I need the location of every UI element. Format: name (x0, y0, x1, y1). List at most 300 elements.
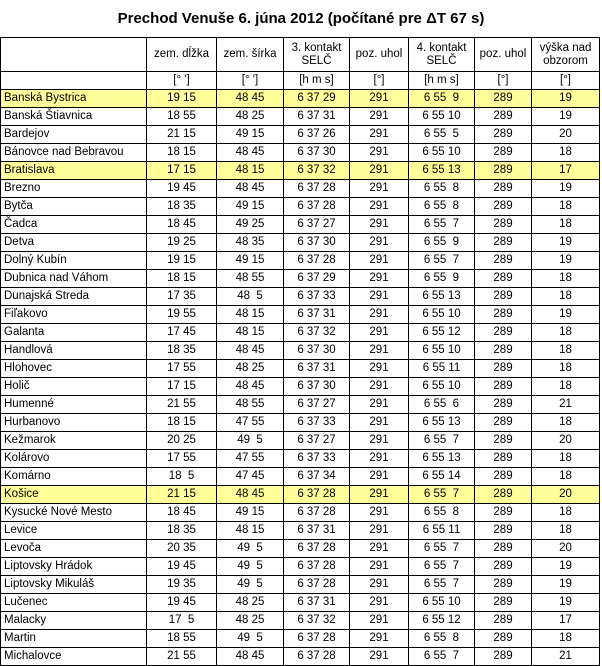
cell-contact4-angle: 289 (475, 612, 532, 630)
cell-contact4-time: 6 55 13 (409, 414, 475, 432)
cell-latitude: 48 45 (217, 90, 284, 108)
cell-altitude: 17 (532, 162, 600, 180)
cell-name: Martin (1, 630, 147, 648)
cell-name: Bardejov (1, 126, 147, 144)
cell-contact3-angle: 291 (350, 342, 409, 360)
cell-contact4-time: 6 55 10 (409, 378, 475, 396)
cell-name: Holič (1, 378, 147, 396)
cell-contact3-time: 6 37 33 (284, 450, 350, 468)
cell-contact3-time: 6 37 33 (284, 414, 350, 432)
cell-longitude: 21 55 (147, 396, 217, 414)
cell-contact4-angle: 289 (475, 234, 532, 252)
cell-contact4-time: 6 55 7 (409, 486, 475, 504)
cell-contact4-time: 6 55 7 (409, 558, 475, 576)
cell-contact4-angle: 289 (475, 126, 532, 144)
cell-latitude: 49 5 (217, 630, 284, 648)
cell-altitude: 18 (532, 216, 600, 234)
cell-name: Košice (1, 486, 147, 504)
cell-contact4-angle: 289 (475, 342, 532, 360)
cell-latitude: 48 15 (217, 324, 284, 342)
cell-contact3-time: 6 37 28 (284, 504, 350, 522)
cell-latitude: 48 45 (217, 342, 284, 360)
cell-name: Galanta (1, 324, 147, 342)
cell-contact3-time: 6 37 30 (284, 144, 350, 162)
cell-contact4-time: 6 55 10 (409, 594, 475, 612)
cell-longitude: 19 45 (147, 180, 217, 198)
cell-latitude: 48 15 (217, 162, 284, 180)
cell-altitude: 21 (532, 396, 600, 414)
cell-contact4-angle: 289 (475, 324, 532, 342)
cell-contact4-time: 6 55 7 (409, 576, 475, 594)
header-cell-angle4: poz. uhol (475, 38, 532, 72)
cell-altitude: 18 (532, 468, 600, 486)
cell-contact3-time: 6 37 33 (284, 288, 350, 306)
table-row (1, 270, 600, 288)
cell-longitude: 19 55 (147, 306, 217, 324)
cell-contact3-angle: 291 (350, 414, 409, 432)
cell-longitude: 18 15 (147, 270, 217, 288)
cell-altitude: 18 (532, 144, 600, 162)
cell-contact4-time: 6 55 10 (409, 108, 475, 126)
cell-latitude: 48 35 (217, 234, 284, 252)
cell-contact4-angle: 289 (475, 522, 532, 540)
cell-name: Banská Bystrica (1, 90, 147, 108)
cell-contact4-angle: 289 (475, 486, 532, 504)
unit-cell: [°] (475, 72, 532, 90)
cell-contact3-time: 6 37 30 (284, 342, 350, 360)
header-contact4-label: 4. kontakt SELČ (416, 41, 467, 67)
cell-contact3-angle: 291 (350, 234, 409, 252)
cell-contact4-time: 6 55 11 (409, 522, 475, 540)
cell-contact3-time: 6 37 28 (284, 252, 350, 270)
cell-contact4-angle: 289 (475, 360, 532, 378)
cell-contact3-angle: 291 (350, 162, 409, 180)
cell-longitude: 19 45 (147, 558, 217, 576)
cell-altitude: 18 (532, 378, 600, 396)
cell-contact3-angle: 291 (350, 432, 409, 450)
cell-longitude: 18 35 (147, 198, 217, 216)
table-row (1, 648, 600, 666)
cell-contact4-time: 6 55 9 (409, 234, 475, 252)
cell-name: Levice (1, 522, 147, 540)
header-cell-contact4 (409, 38, 475, 72)
cell-latitude: 48 45 (217, 180, 284, 198)
cell-longitude: 19 15 (147, 252, 217, 270)
cell-contact3-time: 6 37 30 (284, 234, 350, 252)
cell-contact4-angle: 289 (475, 378, 532, 396)
table-row (1, 342, 600, 360)
table-row (1, 486, 600, 504)
cell-name: Dolný Kubín (1, 252, 147, 270)
cell-name: Kežmarok (1, 432, 147, 450)
cell-latitude: 48 45 (217, 648, 284, 666)
cell-altitude: 19 (532, 252, 600, 270)
cell-name: Liptovsky Hrádok (1, 558, 147, 576)
cell-contact4-time: 6 55 13 (409, 450, 475, 468)
cell-contact3-angle: 291 (350, 270, 409, 288)
cell-latitude: 49 5 (217, 540, 284, 558)
cell-latitude: 48 55 (217, 270, 284, 288)
cell-longitude: 19 45 (147, 594, 217, 612)
cell-altitude: 18 (532, 342, 600, 360)
cell-latitude: 48 15 (217, 522, 284, 540)
cell-contact3-angle: 291 (350, 396, 409, 414)
cell-contact4-angle: 289 (475, 270, 532, 288)
cell-name: Lučenec (1, 594, 147, 612)
transit-table (0, 37, 600, 666)
cell-altitude: 20 (532, 540, 600, 558)
table-row (1, 450, 600, 468)
cell-contact4-angle: 289 (475, 306, 532, 324)
cell-contact4-time: 6 55 5 (409, 126, 475, 144)
table-row (1, 234, 600, 252)
cell-longitude: 18 15 (147, 144, 217, 162)
cell-latitude: 49 15 (217, 126, 284, 144)
unit-cell (1, 72, 147, 90)
cell-latitude: 47 55 (217, 450, 284, 468)
cell-longitude: 18 35 (147, 522, 217, 540)
table-row (1, 558, 600, 576)
cell-latitude: 48 25 (217, 108, 284, 126)
cell-altitude: 19 (532, 234, 600, 252)
cell-contact4-time: 6 55 10 (409, 306, 475, 324)
header-cell-longitude: zem. dĺžka (147, 38, 217, 72)
cell-contact3-time: 6 37 29 (284, 90, 350, 108)
table-row (1, 144, 600, 162)
table-row (1, 504, 600, 522)
cell-altitude: 18 (532, 522, 600, 540)
cell-name: Kolárovo (1, 450, 147, 468)
cell-name: Hurbanovo (1, 414, 147, 432)
cell-longitude: 18 5 (147, 468, 217, 486)
table-row (1, 594, 600, 612)
units-row (1, 72, 600, 90)
cell-contact3-angle: 291 (350, 630, 409, 648)
cell-latitude: 49 15 (217, 198, 284, 216)
cell-latitude: 49 5 (217, 576, 284, 594)
unit-cell: [h m s] (409, 72, 475, 90)
cell-name: Kysucké Nové Mesto (1, 504, 147, 522)
cell-contact4-time: 6 55 14 (409, 468, 475, 486)
cell-contact3-angle: 291 (350, 126, 409, 144)
cell-longitude: 17 15 (147, 162, 217, 180)
unit-cell: [°] (532, 72, 600, 90)
cell-longitude: 19 25 (147, 234, 217, 252)
cell-contact4-angle: 289 (475, 450, 532, 468)
cell-altitude: 18 (532, 324, 600, 342)
cell-longitude: 18 45 (147, 216, 217, 234)
cell-altitude: 19 (532, 108, 600, 126)
cell-latitude: 49 15 (217, 504, 284, 522)
cell-altitude: 18 (532, 630, 600, 648)
cell-contact3-time: 6 37 31 (284, 594, 350, 612)
cell-altitude: 19 (532, 558, 600, 576)
cell-latitude: 49 5 (217, 558, 284, 576)
cell-contact4-angle: 289 (475, 144, 532, 162)
cell-altitude: 18 (532, 504, 600, 522)
cell-contact4-time: 6 55 7 (409, 540, 475, 558)
cell-latitude: 48 25 (217, 360, 284, 378)
cell-contact3-angle: 291 (350, 198, 409, 216)
header-cell-altitude (532, 38, 600, 72)
cell-contact3-angle: 291 (350, 468, 409, 486)
cell-longitude: 18 45 (147, 504, 217, 522)
cell-contact3-time: 6 37 32 (284, 612, 350, 630)
cell-contact4-time: 6 55 7 (409, 432, 475, 450)
cell-contact3-time: 6 37 28 (284, 198, 350, 216)
cell-contact4-angle: 289 (475, 216, 532, 234)
cell-contact3-angle: 291 (350, 360, 409, 378)
cell-contact4-angle: 289 (475, 90, 532, 108)
cell-contact4-angle: 289 (475, 252, 532, 270)
table-row (1, 324, 600, 342)
cell-altitude: 19 (532, 576, 600, 594)
table-row (1, 162, 600, 180)
page-title: Prechod Venuše 6. júna 2012 (počítané pre ΔT 67 s) (117, 10, 485, 27)
cell-contact4-time: 6 55 9 (409, 270, 475, 288)
cell-name: Čadca (1, 216, 147, 234)
table-row (1, 288, 600, 306)
header-contact3-label: 3. kontakt SELČ (291, 41, 342, 67)
header-cell-latitude: zem. šírka (217, 38, 284, 72)
cell-contact3-time: 6 37 27 (284, 396, 350, 414)
cell-contact3-time: 6 37 31 (284, 306, 350, 324)
cell-contact3-angle: 291 (350, 108, 409, 126)
cell-contact3-time: 6 37 28 (284, 540, 350, 558)
table-row (1, 180, 600, 198)
cell-name: Bánovce nad Bebravou (1, 144, 147, 162)
cell-contact4-angle: 289 (475, 180, 532, 198)
cell-altitude: 20 (532, 126, 600, 144)
cell-contact4-time: 6 55 7 (409, 252, 475, 270)
cell-altitude: 20 (532, 486, 600, 504)
header-cell-name (1, 38, 147, 72)
cell-contact3-angle: 291 (350, 378, 409, 396)
cell-altitude: 19 (532, 180, 600, 198)
cell-contact4-time: 6 55 12 (409, 612, 475, 630)
cell-altitude: 19 (532, 306, 600, 324)
table-row (1, 306, 600, 324)
cell-contact3-angle: 291 (350, 522, 409, 540)
table-row (1, 216, 600, 234)
cell-contact3-time: 6 37 28 (284, 180, 350, 198)
cell-name: Banská Štiavnica (1, 108, 147, 126)
header-altitude-label: výška nad obzorom (539, 41, 592, 67)
cell-longitude: 20 35 (147, 540, 217, 558)
cell-contact3-time: 6 37 28 (284, 576, 350, 594)
cell-contact3-angle: 291 (350, 180, 409, 198)
cell-name: Liptovsky Mikuláš (1, 576, 147, 594)
cell-contact4-angle: 289 (475, 648, 532, 666)
cell-contact4-time: 6 55 11 (409, 360, 475, 378)
cell-contact3-angle: 291 (350, 90, 409, 108)
cell-longitude: 17 5 (147, 612, 217, 630)
cell-contact3-time: 6 37 31 (284, 360, 350, 378)
table-row (1, 360, 600, 378)
cell-contact3-angle: 291 (350, 576, 409, 594)
cell-name: Dunajská Streda (1, 288, 147, 306)
cell-latitude: 49 25 (217, 216, 284, 234)
cell-contact4-angle: 289 (475, 468, 532, 486)
cell-contact4-angle: 289 (475, 576, 532, 594)
unit-cell: [°] (350, 72, 409, 90)
cell-longitude: 21 55 (147, 648, 217, 666)
cell-contact4-angle: 289 (475, 108, 532, 126)
cell-contact3-angle: 291 (350, 144, 409, 162)
cell-longitude: 17 15 (147, 378, 217, 396)
cell-contact4-time: 6 55 10 (409, 144, 475, 162)
cell-longitude: 19 35 (147, 576, 217, 594)
cell-contact3-angle: 291 (350, 252, 409, 270)
cell-name: Michalovce (1, 648, 147, 666)
cell-altitude: 20 (532, 432, 600, 450)
cell-longitude: 18 15 (147, 414, 217, 432)
cell-contact4-time: 6 55 8 (409, 180, 475, 198)
cell-contact3-time: 6 37 31 (284, 108, 350, 126)
unit-cell: [° '] (217, 72, 284, 90)
table-row (1, 540, 600, 558)
unit-cell: [° '] (147, 72, 217, 90)
cell-latitude: 49 5 (217, 432, 284, 450)
cell-contact3-time: 6 37 28 (284, 648, 350, 666)
table-row (1, 576, 600, 594)
cell-latitude: 48 45 (217, 378, 284, 396)
cell-contact3-time: 6 37 29 (284, 270, 350, 288)
cell-latitude: 48 25 (217, 612, 284, 630)
cell-contact3-angle: 291 (350, 594, 409, 612)
table-row (1, 126, 600, 144)
cell-name: Fiľakovo (1, 306, 147, 324)
cell-longitude: 17 35 (147, 288, 217, 306)
cell-altitude: 18 (532, 360, 600, 378)
cell-contact4-time: 6 55 7 (409, 216, 475, 234)
cell-contact3-time: 6 37 32 (284, 162, 350, 180)
cell-altitude: 18 (532, 270, 600, 288)
cell-latitude: 48 5 (217, 288, 284, 306)
cell-contact3-angle: 291 (350, 450, 409, 468)
cell-contact4-time: 6 55 8 (409, 504, 475, 522)
cell-contact4-angle: 289 (475, 396, 532, 414)
cell-contact4-angle: 289 (475, 288, 532, 306)
cell-contact4-time: 6 55 12 (409, 324, 475, 342)
cell-latitude: 48 45 (217, 144, 284, 162)
cell-altitude: 19 (532, 90, 600, 108)
cell-longitude: 17 55 (147, 450, 217, 468)
cell-contact4-time: 6 55 7 (409, 648, 475, 666)
cell-contact4-angle: 289 (475, 414, 532, 432)
cell-contact3-angle: 291 (350, 558, 409, 576)
cell-longitude: 20 25 (147, 432, 217, 450)
cell-contact3-time: 6 37 28 (284, 558, 350, 576)
cell-contact3-angle: 291 (350, 324, 409, 342)
cell-longitude: 21 15 (147, 126, 217, 144)
cell-contact3-time: 6 37 31 (284, 522, 350, 540)
cell-contact3-time: 6 37 26 (284, 126, 350, 144)
cell-name: Dubnica nad Váhom (1, 270, 147, 288)
cell-contact4-angle: 289 (475, 504, 532, 522)
header-cell-angle3: poz. uhol (350, 38, 409, 72)
cell-contact3-time: 6 37 28 (284, 630, 350, 648)
cell-longitude: 18 55 (147, 630, 217, 648)
cell-contact4-angle: 289 (475, 630, 532, 648)
cell-altitude: 18 (532, 414, 600, 432)
table-row (1, 198, 600, 216)
cell-latitude: 47 45 (217, 468, 284, 486)
table-row (1, 108, 600, 126)
cell-contact3-angle: 291 (350, 486, 409, 504)
cell-contact3-angle: 291 (350, 216, 409, 234)
cell-altitude: 17 (532, 612, 600, 630)
cell-longitude: 18 55 (147, 108, 217, 126)
cell-contact3-time: 6 37 30 (284, 378, 350, 396)
table-row (1, 90, 600, 108)
cell-latitude: 49 15 (217, 252, 284, 270)
cell-contact4-angle: 289 (475, 540, 532, 558)
cell-name: Detva (1, 234, 147, 252)
cell-latitude: 48 15 (217, 306, 284, 324)
header-row (1, 38, 600, 72)
cell-longitude: 18 35 (147, 342, 217, 360)
cell-contact4-time: 6 55 13 (409, 288, 475, 306)
cell-latitude: 48 55 (217, 396, 284, 414)
cell-name: Malacky (1, 612, 147, 630)
cell-contact3-angle: 291 (350, 540, 409, 558)
cell-name: Hlohovec (1, 360, 147, 378)
cell-contact3-time: 6 37 27 (284, 216, 350, 234)
cell-altitude: 21 (532, 648, 600, 666)
cell-contact4-time: 6 55 6 (409, 396, 475, 414)
cell-altitude: 18 (532, 198, 600, 216)
table-row (1, 414, 600, 432)
cell-contact3-angle: 291 (350, 306, 409, 324)
cell-latitude: 47 55 (217, 414, 284, 432)
table-row (1, 432, 600, 450)
cell-contact3-time: 6 37 27 (284, 432, 350, 450)
cell-contact4-angle: 289 (475, 558, 532, 576)
table-row (1, 252, 600, 270)
table-row (1, 396, 600, 414)
header-cell-contact3 (284, 38, 350, 72)
cell-name: Levoča (1, 540, 147, 558)
cell-altitude: 18 (532, 450, 600, 468)
cell-name: Komárno (1, 468, 147, 486)
table-row (1, 612, 600, 630)
cell-contact3-angle: 291 (350, 612, 409, 630)
cell-name: Handlová (1, 342, 147, 360)
cell-contact4-angle: 289 (475, 198, 532, 216)
cell-longitude: 21 15 (147, 486, 217, 504)
cell-longitude: 17 55 (147, 360, 217, 378)
unit-cell: [h m s] (284, 72, 350, 90)
cell-altitude: 19 (532, 594, 600, 612)
cell-contact3-angle: 291 (350, 288, 409, 306)
cell-contact3-time: 6 37 32 (284, 324, 350, 342)
cell-name: Bratislava (1, 162, 147, 180)
cell-latitude: 48 45 (217, 486, 284, 504)
cell-longitude: 19 15 (147, 90, 217, 108)
cell-contact4-time: 6 55 8 (409, 630, 475, 648)
cell-name: Brezno (1, 180, 147, 198)
cell-contact4-time: 6 55 8 (409, 198, 475, 216)
cell-longitude: 17 45 (147, 324, 217, 342)
table-row (1, 522, 600, 540)
cell-contact3-angle: 291 (350, 504, 409, 522)
cell-contact4-time: 6 55 10 (409, 342, 475, 360)
cell-contact4-angle: 289 (475, 162, 532, 180)
cell-contact4-time: 6 55 13 (409, 162, 475, 180)
cell-latitude: 48 25 (217, 594, 284, 612)
cell-contact4-time: 6 55 9 (409, 90, 475, 108)
